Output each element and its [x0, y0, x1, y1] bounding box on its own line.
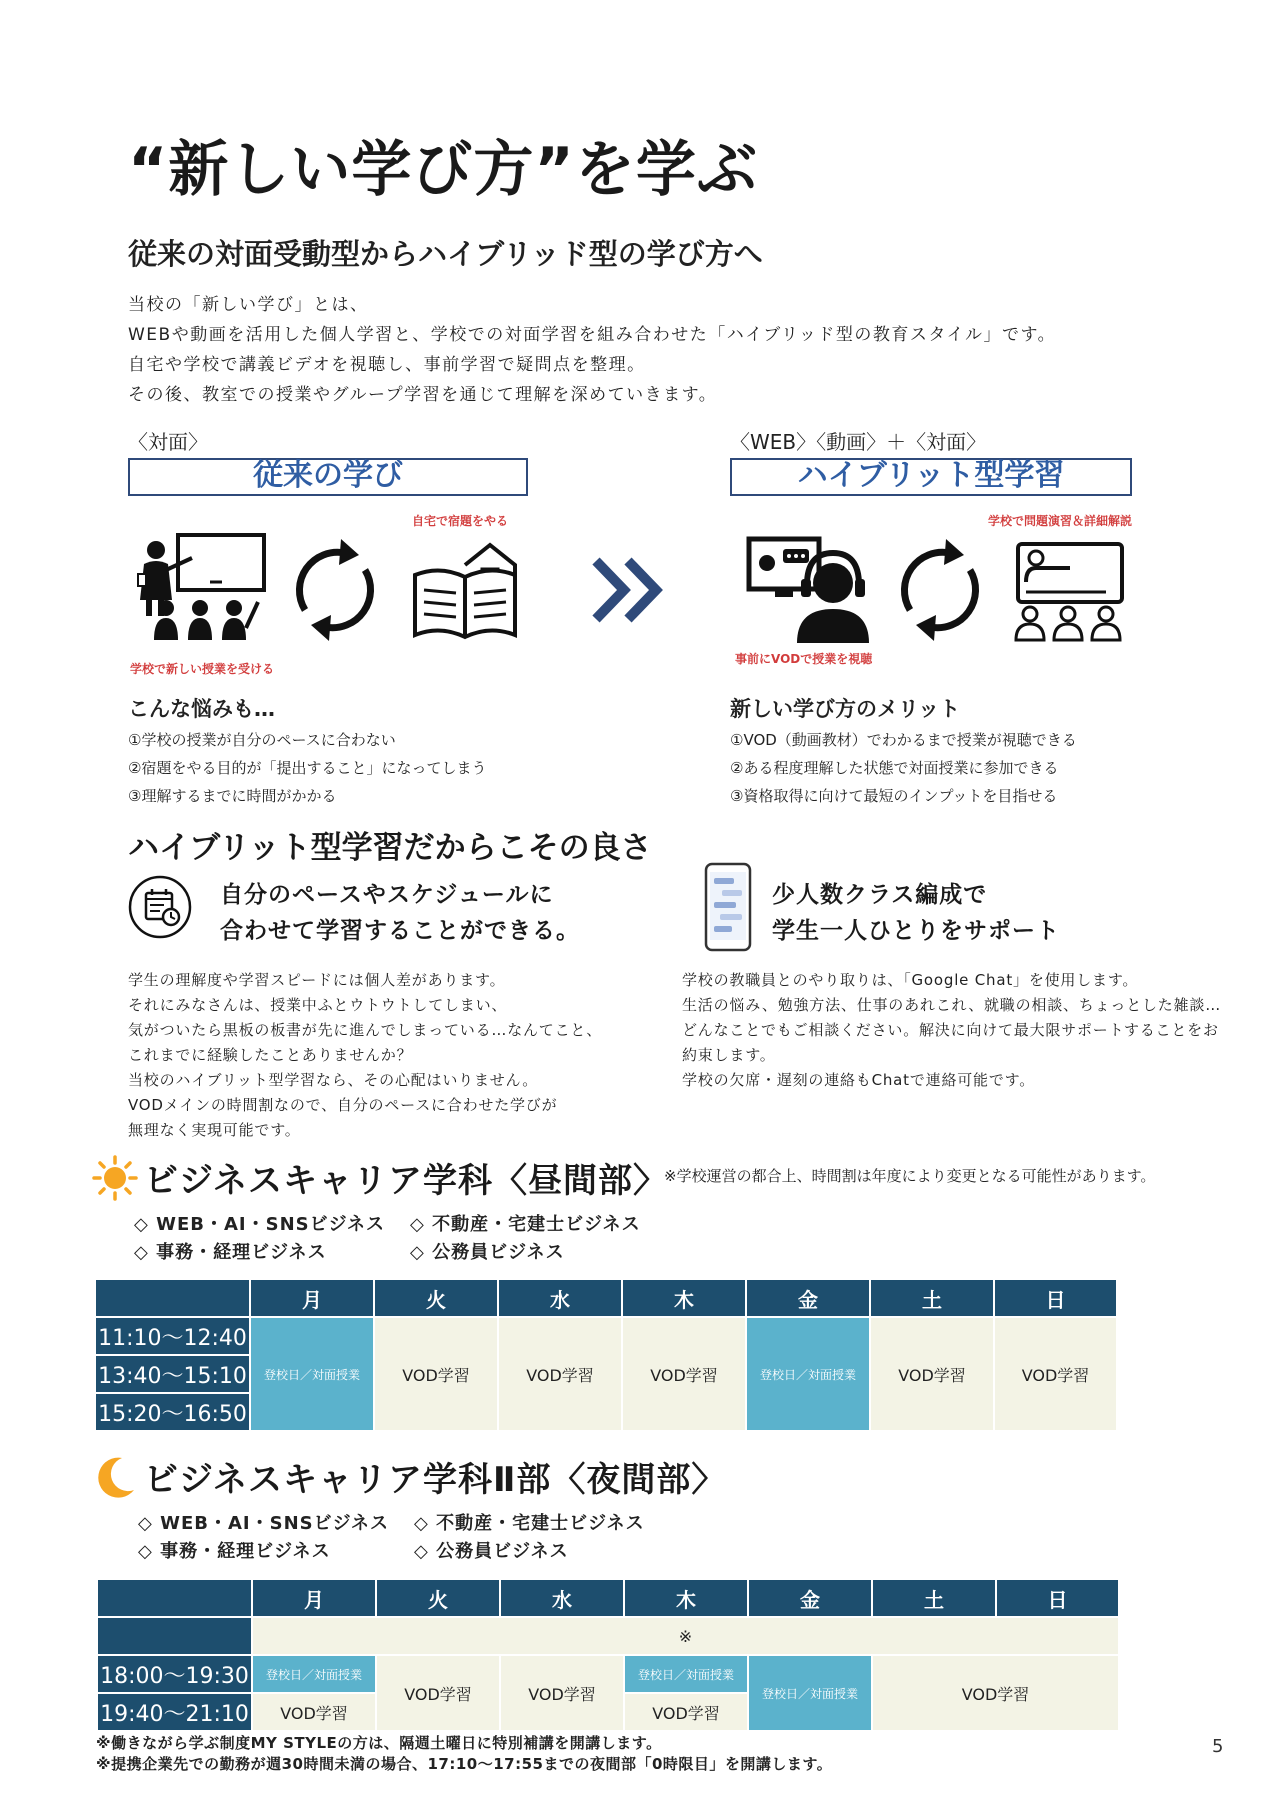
vod-cell: VOD学習: [872, 1655, 1119, 1731]
zero-period-row-label: [97, 1617, 252, 1655]
day-header: 木: [622, 1279, 746, 1317]
attend-cell: 登校日／対面授業: [746, 1317, 870, 1431]
page-subtitle: 従来の対面受動型からハイブリッド型の学び方へ: [128, 237, 763, 271]
night-timetable: [96, 1578, 1120, 1732]
course-item: ◇ 不動産・宅建士ビジネス: [414, 1513, 645, 1534]
day-header: 月: [250, 1279, 374, 1317]
night-dept-title: ビジネスキャリア学科Ⅱ部〈夜間部〉: [144, 1460, 727, 1500]
day-header: 金: [748, 1579, 872, 1617]
calendar-clock-icon: [128, 875, 192, 939]
intro-line: WEBや動画を活用した個人学習と、学校での対面学習を組み合わせた「ハイブリッド型の教育スタイル」です。: [128, 325, 1057, 345]
day-header: 日: [996, 1579, 1119, 1617]
caption-problem-practice: 学校で問題演習＆詳細解説: [988, 514, 1133, 528]
day-header: 木: [624, 1579, 748, 1617]
feature-pace-body: 学生の理解度や学習スピードには個人差があります。 それにみなさんは、授業中ふとウトウトしてしまい、 気がついたら黒板の板書が先に進んでしまっている…なんてこと、 これまでに経験したことありませんか？ 当校のハイブリット型学習なら、その心配はいりません。 VODメインの時間割なので、自分のペースに合わせた学びが 無理なく実現可能です。: [128, 971, 603, 1139]
list-item: ①学校の授業が自分のペースに合わない: [128, 731, 396, 749]
intro-line: その後、教室での授業やグループ学習を通じて理解を深めていきます。: [128, 385, 718, 405]
feature-pace-title: 自分のペースやスケジュールに 合わせて学習することができる。: [220, 882, 580, 944]
list-item: ③資格取得に向けて最短のインプットを目指せる: [730, 787, 1058, 805]
cycle-arrows-icon: [890, 535, 990, 645]
worries-list: [128, 726, 486, 810]
course-item: ◇ 公務員ビジネス: [414, 1541, 569, 1562]
day-header: 火: [376, 1579, 500, 1617]
course-item: ◇ 事務・経理ビジネス: [134, 1242, 327, 1263]
traditional-box-title: 従来の学び: [128, 458, 528, 496]
book-home-icon: [410, 535, 520, 645]
footnote-line: ※働きながら学ぶ制度MY STYLEの方は、隔週土曜日に特別補講を開講します。: [96, 1734, 662, 1752]
attend-cell: 登校日／対面授業: [624, 1655, 748, 1693]
vod-cell: VOD学習: [374, 1317, 498, 1431]
time-slot: 15:20〜16:50: [95, 1393, 250, 1431]
vod-cell: VOD学習: [252, 1693, 376, 1731]
cycle-arrows-icon: [285, 535, 385, 645]
day-header: 水: [500, 1579, 624, 1617]
footnotes: [96, 1733, 832, 1775]
feature-small-class-title: 少人数クラス編成で 学生一人ひとりをサポート: [772, 882, 1060, 944]
caption-vod-preview: 事前にVODで授業を視聴: [735, 652, 873, 666]
merits-list: [730, 726, 1077, 810]
hybrid-box-title: ハイブリット型学習: [730, 458, 1132, 496]
intro-line: 自宅や学校で講義ビデオを視聴し、事前学習で疑問点を整理。: [128, 355, 646, 375]
worries-heading: こんな悩みも…: [128, 697, 275, 721]
footnote-line: ※提携企業先での勤務が週30時間未満の場合、17:10〜17:55までの夜間部「0時限目」を開講します。: [96, 1755, 833, 1773]
attend-cell: 登校日／対面授業: [748, 1655, 872, 1731]
attend-cell: 登校日／対面授業: [252, 1655, 376, 1693]
day-timetable: [94, 1278, 1118, 1432]
zero-period-note: ※: [252, 1617, 1119, 1655]
course-item: ◇ 公務員ビジネス: [410, 1242, 565, 1263]
page-number: 5: [1212, 1736, 1224, 1757]
day-header: 水: [498, 1279, 622, 1317]
vod-cell: VOD学習: [500, 1655, 624, 1731]
vod-cell: VOD学習: [624, 1693, 748, 1731]
smartphone-chat-icon: [704, 862, 752, 952]
vod-cell: VOD学習: [376, 1655, 500, 1731]
classroom-teacher-icon: [130, 530, 270, 645]
day-header: 月: [252, 1579, 376, 1617]
list-item: ③理解するまでに時間がかかる: [128, 787, 337, 805]
day-header: 土: [872, 1579, 996, 1617]
vod-cell: VOD学習: [994, 1317, 1117, 1431]
course-item: ◇ WEB・AI・SNSビジネス: [138, 1513, 390, 1534]
day-dept-title: ビジネスキャリア学科〈昼間部〉: [144, 1161, 668, 1201]
day-header: 土: [870, 1279, 994, 1317]
right-label: 〈WEB〉〈動画〉＋〈対面〉: [730, 430, 987, 454]
course-item: ◇ 事務・経理ビジネス: [138, 1541, 331, 1562]
corner-cell: [97, 1579, 252, 1617]
feature-small-class-body: 学校の教職員とのやり取りは、「Google Chat」を使用します。 生活の悩み、勉強方法、仕事のあれこれ、就職の相談、ちょっとした雑談… どんなことでもご相談ください。解決に向けて最大限サポートすることをお 約束します。 学校の欠席・遅刻の連絡もChatで連絡可能です。: [682, 971, 1222, 1089]
double-chevron-right-icon: [590, 555, 670, 625]
time-slot: 19:40〜21:10: [97, 1693, 252, 1731]
merits-heading: 新しい学び方のメリット: [730, 697, 961, 721]
schedule-change-note: ※学校運営の都合上、時間割は年度により変更となる可能性があります。: [664, 1167, 1156, 1185]
day-header: 金: [746, 1279, 870, 1317]
time-slot: 13:40〜15:10: [95, 1355, 250, 1393]
caption-homework: 自宅で宿題をやる: [412, 514, 509, 528]
time-slot: 11:10〜12:40: [95, 1317, 250, 1355]
moon-icon: [96, 1456, 136, 1498]
lecture-students-icon: [1010, 540, 1128, 645]
list-item: ①VOD（動画教材）でわかるまで授業が視聴できる: [730, 731, 1077, 749]
sun-icon: [92, 1155, 138, 1201]
intro-text: [128, 290, 1056, 410]
course-item: ◇ WEB・AI・SNSビジネス: [134, 1214, 386, 1235]
page-title: “新しい学び方”を学ぶ: [128, 135, 758, 205]
vod-cell: VOD学習: [498, 1317, 622, 1431]
caption-school-class: 学校で新しい授業を受ける: [130, 662, 275, 676]
vod-viewer-icon: [745, 535, 875, 645]
course-item: ◇ 不動産・宅建士ビジネス: [410, 1214, 641, 1235]
hybrid-benefits-heading: ハイブリット型学習だからこその良さ: [128, 830, 652, 866]
vod-cell: VOD学習: [622, 1317, 746, 1431]
attend-cell: 登校日／対面授業: [250, 1317, 374, 1431]
day-header: 日: [994, 1279, 1117, 1317]
day-header: 火: [374, 1279, 498, 1317]
left-label: 〈対面〉: [128, 430, 208, 454]
time-slot: 18:00〜19:30: [97, 1655, 252, 1693]
list-item: ②宿題をやる目的が「提出すること」になってしまう: [128, 759, 487, 777]
vod-cell: VOD学習: [870, 1317, 994, 1431]
corner-cell: [95, 1279, 250, 1317]
list-item: ②ある程度理解した状態で対面授業に参加できる: [730, 759, 1059, 777]
intro-line: 当校の「新しい学び」とは、: [128, 295, 369, 315]
